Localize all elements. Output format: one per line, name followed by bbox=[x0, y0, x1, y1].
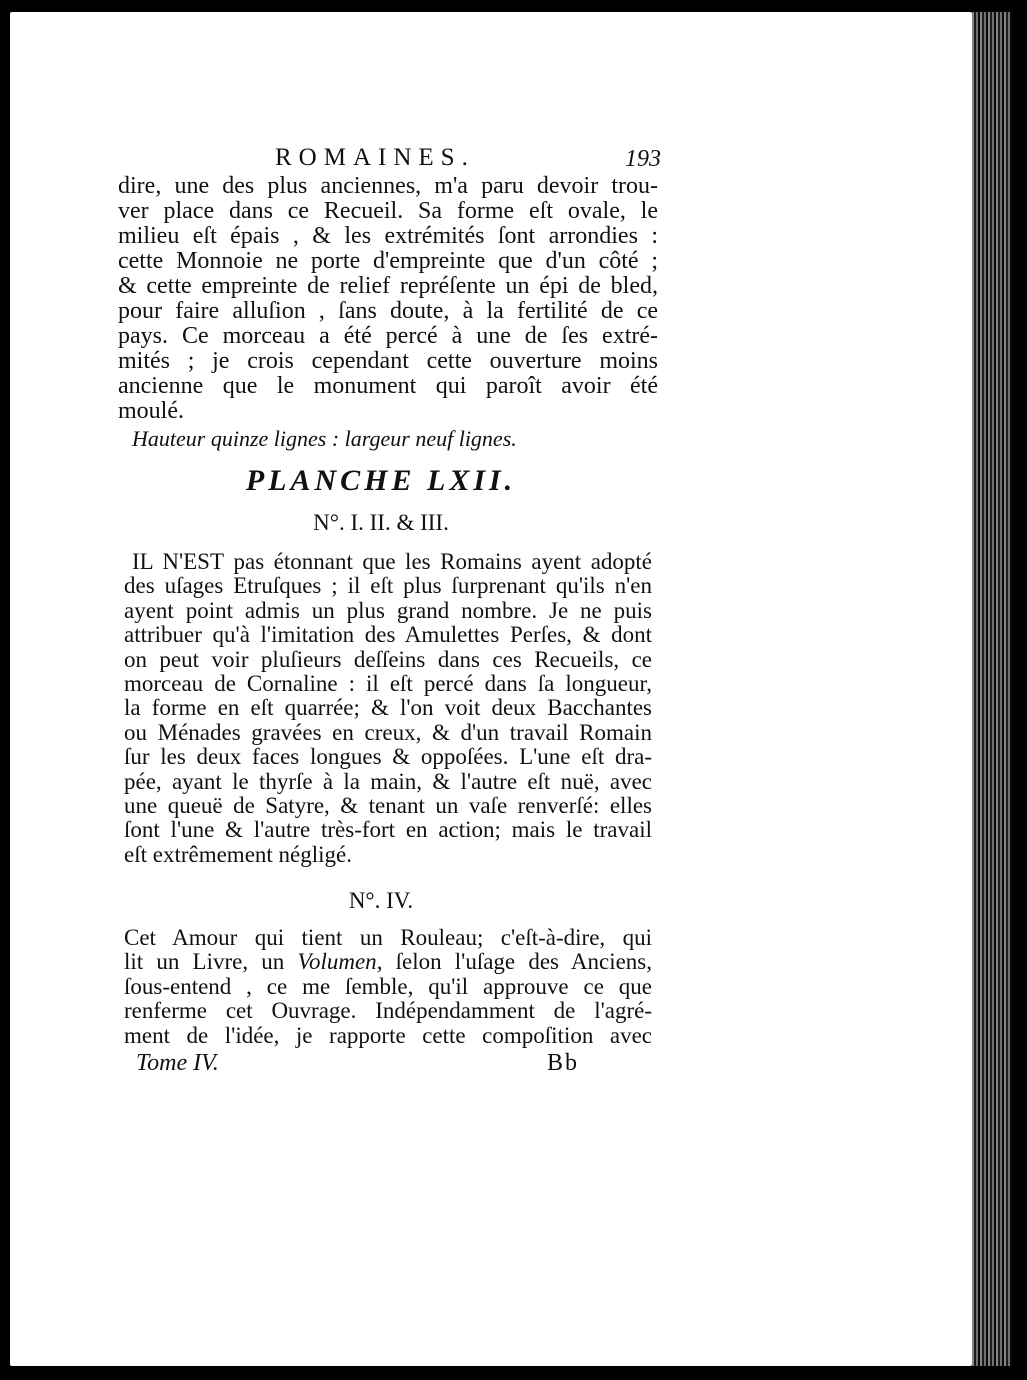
dimensions-caption: Hauteur quinze lignes : largeur neuf lignes. bbox=[132, 426, 517, 451]
text-line: & cette empreinte de relief repréſente un épi de bled, bbox=[118, 273, 658, 299]
text-line: la forme en eſt quarrée; & l'on voit deux Bacchantes bbox=[124, 695, 652, 721]
text-line: renferme cet Ouvrage. Indépendamment de l'agré- bbox=[124, 998, 652, 1024]
text-line: morceau de Cornaline : il eſt percé dans ſa longueur, bbox=[124, 670, 652, 696]
section-heading-2: N°. IV. bbox=[348, 888, 414, 913]
text-line: ment de l'idée, je rapporte cette compoſition avec bbox=[124, 1022, 652, 1048]
text-line-rest: pas étonnant que les Romains ayent adopté bbox=[233, 549, 652, 574]
text-fragment: , ſelon l'uſage des Anciens, bbox=[376, 949, 653, 975]
text-line: ayent point admis un plus grand nombre. Je ne puis bbox=[124, 597, 652, 623]
volume-footer: Tome IV. bbox=[136, 1050, 219, 1076]
text-line: on peut voir pluſieurs deſſeins dans ces Recueils, ce bbox=[124, 646, 652, 672]
text-line: ancienne que le monument qui paroît avoir été bbox=[118, 373, 658, 399]
paragraph-3 bbox=[124, 926, 652, 1048]
text-line: mités ; je crois cependant cette ouverture moins bbox=[118, 348, 658, 374]
text-line bbox=[124, 550, 652, 574]
italic-word: Volumen bbox=[297, 949, 377, 975]
text-line: des uſages Etruſques ; il eſt plus ſurprenant qu'ils n'en bbox=[124, 573, 652, 599]
text-line: pour faire alluſion , ſans doute, à la fertilité de ce bbox=[118, 298, 658, 324]
text-line: une queuë de Satyre, & tenant un vaſe renverſé: elles bbox=[124, 792, 652, 818]
text-line: attribuer qu'à l'imitation des Amulettes Perſes, & dont bbox=[124, 622, 652, 648]
text-line: ſous-entend , ce me ſemble, qu'il approuve ce que bbox=[124, 973, 652, 999]
text-line: moulé. bbox=[118, 398, 184, 424]
running-title: ROMAINES. bbox=[275, 144, 475, 171]
section-heading-1: N°. I. II. & III. bbox=[313, 510, 449, 535]
page-number: 193 bbox=[625, 146, 661, 172]
paragraph-1 bbox=[118, 174, 658, 424]
text-line: ſur les deux faces longues & oppoſées. L'une eſt dra- bbox=[124, 744, 652, 770]
paragraph-2 bbox=[124, 550, 652, 867]
text-line: ou Ménades gravées en creux, & d'un travail Romain bbox=[124, 719, 652, 745]
text-line: cette Monnoie ne porte d'empreinte que d'un côté ; bbox=[118, 248, 658, 274]
text-line: milieu eſt épais , & les extrémités ſont arrondies : bbox=[118, 223, 658, 249]
text-line bbox=[124, 950, 652, 974]
running-head bbox=[10, 144, 973, 176]
drop-lead-words: IL N'EST bbox=[132, 549, 224, 574]
text-line: Cet Amour qui tient un Rouleau; c'eſt-à-dire, qui bbox=[124, 925, 652, 950]
text-line: ſont l'une & l'autre très-fort en action; mais le travail bbox=[124, 817, 652, 843]
signature-mark: Bb bbox=[547, 1050, 580, 1076]
text-fragment: lit un Livre, un bbox=[124, 949, 285, 975]
book-page bbox=[10, 12, 972, 1366]
text-line: dire, une des plus anciennes, m'a paru devoir trou- bbox=[118, 173, 658, 199]
text-line: pée, ayant le thyrſe à la main, & l'autre eſt nuë, avec bbox=[124, 768, 652, 794]
text-line: ver place dans ce Recueil. Sa forme eſt ovale, le bbox=[118, 198, 658, 224]
plate-heading: PLANCHE LXII. bbox=[245, 464, 517, 497]
text-line: eſt extrêmement négligé. bbox=[124, 841, 352, 867]
text-line: pays. Ce morceau a été percé à une de ſes extré- bbox=[118, 323, 658, 349]
book-page-edges bbox=[972, 12, 1012, 1366]
